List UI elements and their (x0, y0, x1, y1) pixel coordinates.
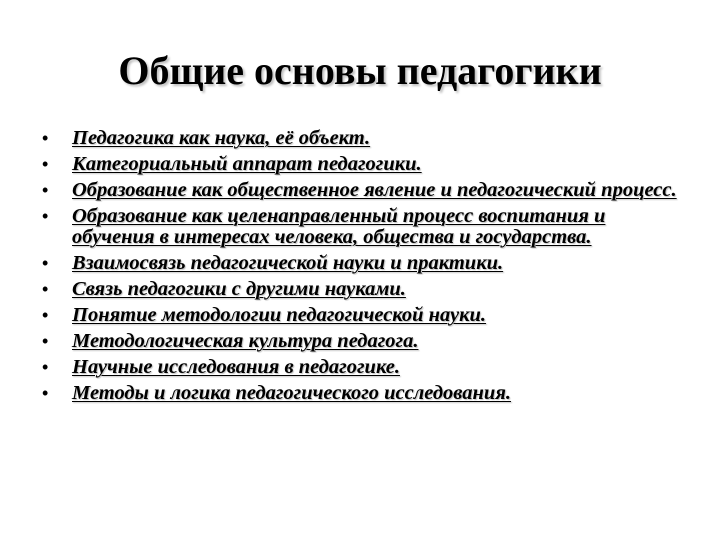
bullet-icon: • (42, 331, 49, 351)
bullet-icon: • (42, 279, 49, 299)
list-item-text: Научные исследования в педагогике. (72, 356, 400, 378)
list-item-text: Связь педагогики с другими науками. (72, 278, 406, 300)
bullet-icon: • (42, 128, 49, 148)
list-item (40, 253, 690, 274)
slide-title: Общие основы педагогики (118, 48, 602, 93)
list-item (40, 154, 690, 175)
bullet-icon: • (42, 253, 49, 273)
list-item (40, 331, 690, 352)
list-item-text: Методологическая культура педагога. (72, 330, 419, 352)
topic-list (40, 128, 690, 409)
bullet-icon: • (42, 357, 49, 377)
list-item-text: Педагогика как наука, её объект. (72, 127, 371, 149)
list-item-text: Образование как общественное явление и педагогический процесс. (72, 179, 677, 201)
bullet-icon: • (42, 180, 49, 200)
list-item (40, 357, 690, 378)
bullet-icon: • (42, 154, 49, 174)
list-item-text: Категориальный аппарат педагогики. (72, 153, 422, 175)
bullet-icon: • (42, 305, 49, 325)
list-item-text: Взаимосвязь педагогической науки и практики. (72, 252, 504, 274)
bullet-icon: • (42, 206, 49, 226)
list-item (40, 383, 690, 404)
list-item-text: Методы и логика педагогического исследования. (72, 382, 512, 404)
list-item (40, 206, 690, 248)
list-item (40, 279, 690, 300)
bullet-icon: • (42, 383, 49, 403)
list-item (40, 128, 690, 149)
list-item-text: Образование как целенаправленный процесс воспитания и обучения в интересах человека, общества и государства. (72, 205, 606, 248)
list-item (40, 180, 690, 201)
list-item (40, 305, 690, 326)
list-item-text: Понятие методологии педагогической науки. (72, 304, 487, 326)
